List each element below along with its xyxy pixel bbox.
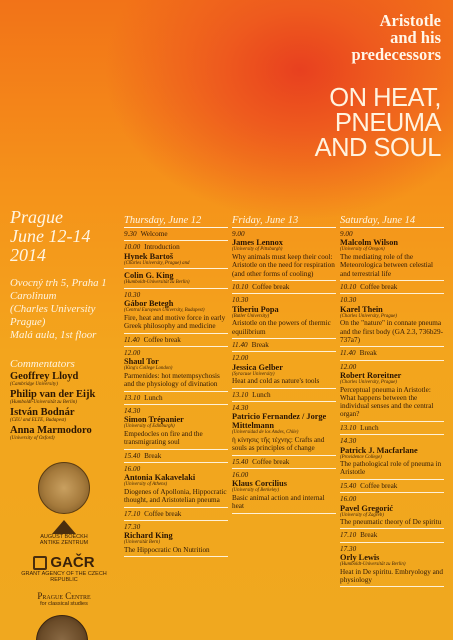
schedule-break [340,480,444,493]
event-time: 16.00 [340,495,357,504]
break-label: Lunch [144,393,163,402]
event-time: 13.10 [124,393,141,402]
event-time: 10.30 [340,296,357,305]
schedule-break [340,347,444,360]
ab-line-1: AUGUST BOECKH [40,534,88,540]
speaker-affiliation: (University of Pittsburgh) [232,247,283,253]
event-time: 17.30 [340,544,357,553]
talk-title: Parmenides: hot metempsychosis and the physiology of divination [124,372,220,389]
subtitle-line-2: PNEUMA [334,109,441,137]
break-row [124,394,228,402]
venue-city: Prague [10,207,63,227]
event-time: 17.10 [340,531,357,540]
break-label: Coffee break [360,481,398,490]
talk-title: Heat in De spiritu. Embryology and physiology [340,567,444,585]
speaker-affiliation: (Providence College) [340,454,382,460]
speaker-name: Patricio Fernandez / Jorge Mittelmann [232,412,327,431]
event-time: 12.00 [232,354,249,363]
break-label: Lunch [252,390,271,399]
break-row [232,283,336,291]
speaker-name: Karel Thein [340,304,383,314]
speaker-name: Orly Lewis [340,553,380,563]
schedule-talk [232,352,336,388]
talk-title: Fire, heat and motive force in early Greek philosophy and medicine [124,314,226,331]
event-time: 11.40 [232,340,248,349]
break-label: Break [360,531,378,540]
event-time: 13.10 [340,423,357,432]
talk-title: ἡ κίνησις τῆς τέχνης: Crafts and souls as principles of change [232,436,325,453]
gacr-logo [14,554,114,571]
schedule-break [124,392,228,405]
break-row [124,452,228,460]
speaker-affiliation: (Universität Bern) [124,540,160,546]
speaker-name: Antonia Kakavelaki [124,473,196,483]
subtitle-block [241,86,441,161]
speaker-name: Richard King [124,531,173,541]
day-heading: Saturday, June 14 [340,215,444,228]
title-line-3: predecessors [351,45,441,64]
schedule-talk [340,493,444,529]
address-line: Malá aula, 1st floor [10,329,97,341]
break-row [124,230,228,238]
speaker-affiliation: (University of Berkeley) [232,488,279,494]
title-line-2: and his [390,28,441,47]
event-time: 11.40 [124,335,140,344]
schedule-break [232,389,336,402]
speaker-affiliation: (Charles University, Prague) [340,313,397,319]
speaker-affiliation: (Butler University) [232,313,270,319]
address-line: Carolinum [10,290,57,302]
speaker-name: James Lennox [232,238,283,248]
break-label: Break [251,340,269,349]
talk-title: On the "nature" in connate pneuma and the first body (GA 2.3, 736b29-737a7) [340,319,444,344]
event-time: 10.30 [232,296,249,305]
break-label: Break [144,451,162,460]
address-line: Prague) [10,316,46,328]
commentator-affiliation: (CEU and ELTE, Budapest) [10,418,67,423]
schedule-break [124,228,228,241]
break-label: Welcome [140,230,168,238]
day-column-friday [232,215,336,514]
break-row [340,424,444,432]
address-line: Ovocný trh 5, Praha 1 [10,277,107,289]
commentators-list [10,371,122,442]
event-time: 13.10 [232,390,249,399]
schedule-talk [124,405,228,450]
schedule-talk [232,469,336,514]
speaker-name: Shaul Tor [124,357,159,367]
gacr-subtext: GRANT AGENCY OF THE CZECH REPUBLIC [21,571,107,583]
speaker-affiliation: (University of Zagreb) [340,512,384,518]
event-time: 14.30 [340,437,357,446]
break-row [232,341,336,349]
break-row [232,391,336,399]
speaker-name: Malcolm Wilson [340,238,399,248]
schedule-talk [232,294,336,339]
event-time: 16.00 [124,465,141,473]
speaker-name: Hynek Bartoš [124,251,174,261]
talk-title: The Hippocratic On Nutrition [124,546,210,554]
subtitle-line-3: AND SOUL [314,134,441,162]
venue-dates: June 12-14 [10,226,91,246]
break-row [340,531,444,539]
speaker-name: Colin G. King [124,271,174,281]
commentator [10,371,122,388]
schedule-talk [124,347,228,392]
commentator-affiliation: (University of Oxford) [10,436,55,441]
event-time: 12.00 [124,349,141,357]
talk-title: Perceptual pneuma in Aristotle: What happens between the individual senses and the central organ? [340,385,434,419]
break-label: Lunch [360,423,379,432]
commentators-heading: Commentators [10,358,75,370]
talk-title: The mediating role of the Meteorologica between celestial and terrestrial life [340,253,433,278]
schedule-talk [124,289,228,334]
speaker-affiliation: (Universidad de los Andes, Chile) [232,430,299,436]
speaker-name: Gábor Betegh [124,299,174,309]
day-heading: Thursday, June 12 [124,215,228,228]
event-time: 10.30 [124,291,141,299]
talk-title: Heat and cold as nature's tools [232,377,320,386]
commentator [10,389,122,406]
schedule-talk [124,463,228,508]
schedule-break [124,508,228,521]
speaker-affiliation: (Central European University, Budapest) [124,308,205,314]
schedule-talk [124,241,228,269]
speaker-affiliation: (Charles University, Prague) [340,380,397,385]
schedule-talk [124,521,228,557]
time-row [124,243,228,251]
event-time: 14.30 [124,407,141,415]
prague-centre-logo [14,591,114,607]
schedule-break [232,339,336,352]
event-time: 9.00 [232,230,245,238]
event-time: 12.00 [340,362,357,371]
talk-title: Diogenes of Apollonia, Hippocratic thought, and Aristotelian pneuma [124,488,227,505]
speaker-affiliation: (Humboldt-Universität zu Berlin) [340,562,406,568]
break-label: Coffee break [360,282,398,291]
break-label: Break [359,349,377,358]
pc-line-1: Prague Centre [37,591,91,601]
talk-title: Why animals must keep their cool: Aristotle on the need for respiration (and other forms of cooling) [232,253,335,278]
event-time: 15.40 [124,451,141,460]
break-row [124,510,228,518]
schedule-break [124,334,228,347]
break-row [124,336,228,344]
sponsor-logos [14,462,114,640]
ab-line-2: ANTIKE ZENTRUM [39,540,89,546]
event-time: 14.30 [232,404,249,412]
venue-address [10,277,122,342]
speaker-affiliation: (Syracuse University) [232,371,275,377]
speaker-name: Simon Trépanier [124,415,184,425]
break-label: Coffee break [252,457,290,466]
event-time: 9.00 [340,230,353,238]
schedule-break [340,529,444,542]
speaker-name: Klaus Corcilius [232,479,287,489]
commentator-name: Geoffrey Lloyd [10,371,79,382]
commentator-affiliation: (Humboldt-Universität zu Berlin) [10,400,77,405]
schedule-break [340,281,444,294]
break-label: Coffee break [252,282,290,291]
talk-title: Basic animal action and internal heat [232,494,325,511]
break-row [232,458,336,466]
subtitle-line-1: ON HEAT, [329,84,441,112]
speaker-affiliation: (Humboldt-Universität zu Berlin) [124,280,190,286]
speaker-name: Patrick J. Macfarlane [340,445,418,455]
event-intro: Introduction [144,243,180,252]
speaker-name: Pavel Gregorić [340,503,394,513]
venue-year: 2014 [10,245,46,265]
event-time: 17.10 [124,509,141,518]
event-time: 10.10 [232,282,249,291]
schedule-talk [232,228,336,281]
speaker-affiliation: (Charles University, Prague) and [124,260,190,266]
schedule-break [124,450,228,463]
schedule-break [340,422,444,435]
title-line-1: Aristotle [379,11,441,30]
schedule-break [232,281,336,294]
commentator-name: István Bodnár [10,407,75,418]
talk-title: Aristotle on the powers of thermic equilibrium [232,319,331,336]
schedule-talk [340,228,444,281]
venue-column [10,208,122,442]
break-row [340,349,444,357]
speaker-name: Tiberiu Popa [232,304,279,314]
break-row [340,283,444,291]
event-time: 17.30 [124,523,141,531]
commentator [10,407,122,424]
university-seal-logo [38,462,90,514]
event-time: 15.40 [232,457,249,466]
talk-title: Empedocles on fire and the transmigrating soul [124,430,203,447]
speaker-name: Robert Roreitner [340,371,402,380]
event-time: 10.10 [340,282,357,291]
day-column-saturday [340,215,444,587]
speaker-affiliation: (University of Athens) [124,482,168,488]
pc-line-2: for classical studies [40,601,88,607]
commentator-affiliation: (Cambridge University) [10,382,58,387]
event-time: 15.40 [340,481,357,490]
gacr-mark-icon [33,556,47,570]
talk-title: The pneumatic theory of De spiritu [340,518,442,527]
title-block [251,12,441,63]
charles-university-seal-logo [36,615,88,640]
schedule-talk [340,361,444,422]
address-line: (Charles University [10,303,96,315]
talk-title: The pathological role of pneuma in Aristotle [340,460,442,477]
event-time: 11.40 [340,349,356,358]
break-row [340,482,444,490]
day-column-thursday [124,215,228,557]
day-heading: Friday, June 13 [232,215,336,228]
commentator-name: Anna Marmodoro [10,425,92,436]
event-time: 9.30 [124,230,137,238]
speaker-affiliation: (University of Edinburgh) [124,424,175,430]
commentator [10,425,122,442]
event-time: 16.00 [232,471,249,479]
schedule-talk [232,402,336,456]
break-label: Coffee break [143,335,181,344]
schedule-talk [340,435,444,480]
speaker-affiliation: (King's College London) [124,366,173,372]
schedule-talk [340,543,444,588]
schedule-talk [124,269,228,289]
event-time: 10.00 [124,243,141,252]
gacr-text: GAČR [50,554,95,571]
temple-icon [52,520,76,534]
schedule-talk [340,294,444,347]
august-boeckh-logo [14,520,114,546]
schedule-break [232,456,336,469]
break-label: Coffee break [144,509,182,518]
commentator-name: Philip van der Eijk [10,389,96,400]
speaker-name: Jessica Gelber [232,362,283,372]
speaker-affiliation: (University of Oregon) [340,247,385,253]
